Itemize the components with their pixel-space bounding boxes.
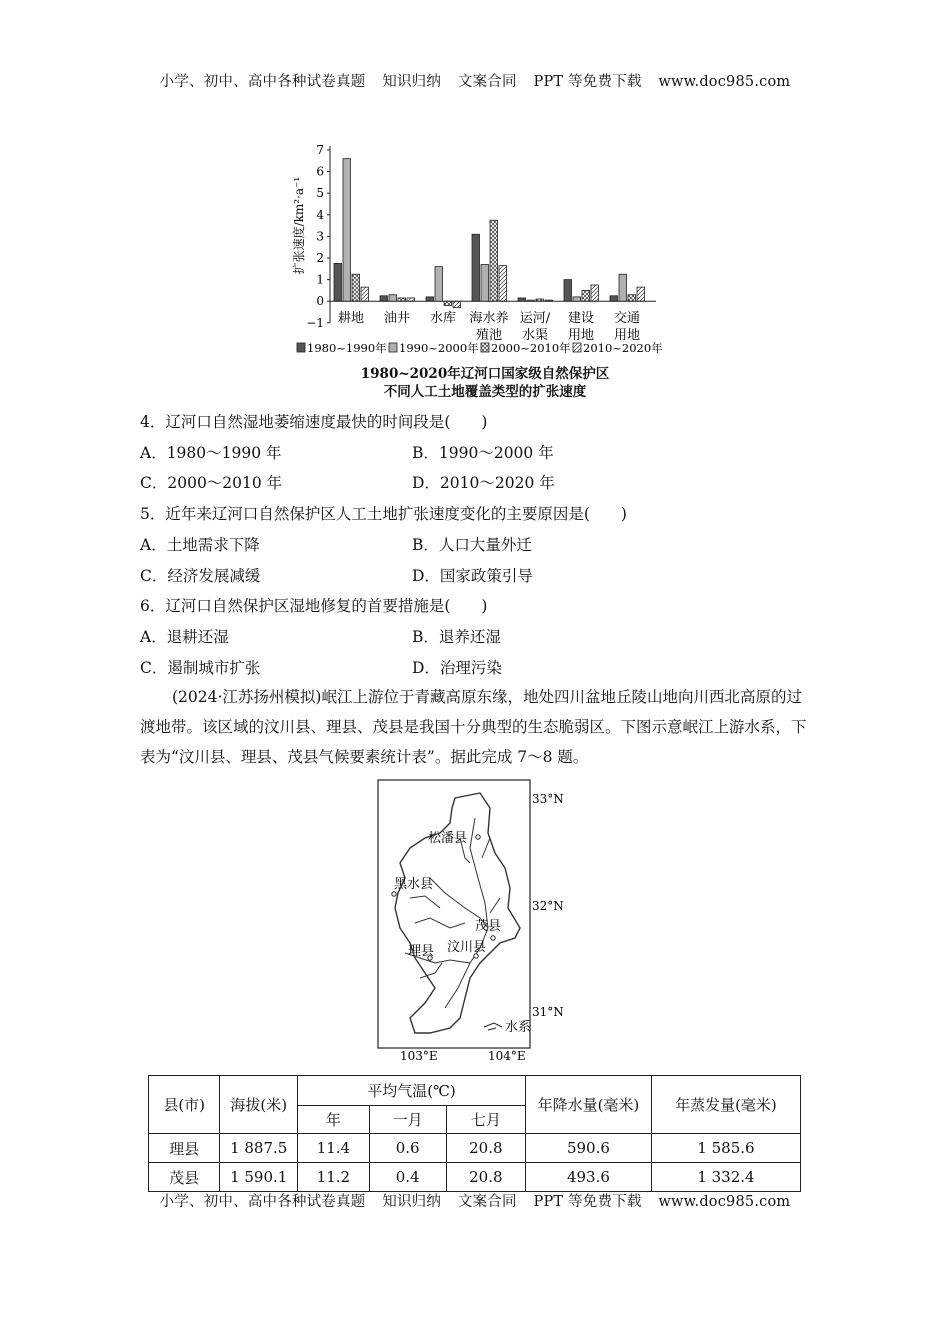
legend-swatch [297,343,305,352]
maoxian-marker [491,936,495,940]
bar [573,297,581,301]
option-c: C．遏制城市扩张 [140,659,261,677]
lon-103-label: 103°E [400,1049,438,1063]
col-county: 县(市) [149,1076,220,1134]
option-b: B．1990～2000 年 [412,444,554,462]
chart-title-line2: 不同人工土地覆盖类型的扩张速度 [383,384,587,400]
bar [398,298,406,301]
y-tick-label: 3 [316,229,324,244]
place-maoxian: 茂县 [475,919,502,934]
option-a: A．1980～1990 年 [140,444,282,462]
x-tick-label: 建设 [567,311,595,327]
place-heishui: 黑水县 [394,877,434,892]
bar [490,220,498,301]
y-tick-label: 0 [316,294,324,309]
passage: (2024·江苏扬州模拟)岷江上游位于青藏高原东缘，地处四川盆地丘陵山地向川西北高原的过渡地带。该区域的汶川县、理县、茂县是我国十分典型的生态脆弱区。下图示意岷江上游水系，下表为“汶川县、理县、茂县气候要素统计表”。据此完成 7～8 题。 [140,688,807,766]
legend-label: 2000~2010年 [491,341,571,355]
header-url: www.doc985.com [658,74,791,90]
bar [426,297,434,301]
legend-label: 1980~1990年 [307,341,387,355]
x-tick-label: 交通 [613,311,641,327]
option-d: D．2010～2020 年 [412,474,555,492]
cell: 1 332.4 [651,1163,800,1192]
footer-text: 小学、初中、高中各种试卷真题 [159,1194,366,1210]
x-tick-label: 运河/ [519,311,551,327]
place-wenchuan: 汶川县 [447,940,487,955]
bar [610,296,618,301]
bar [453,301,461,307]
lon-104-label: 104°E [488,1049,526,1063]
expansion-speed-chart [285,140,685,360]
cell: 11.4 [298,1134,370,1163]
legend-label: 2010~2020年 [583,341,663,355]
bar [545,300,553,301]
y-tick-label: 6 [316,164,324,179]
bar [637,287,645,301]
header-text: 小学、初中、高中各种试卷真题 [159,74,366,90]
footer-text: 知识归纳 [382,1194,442,1210]
cell: 0.4 [369,1163,446,1192]
heishui-marker [392,892,396,896]
table-row [149,1134,801,1163]
bar [481,264,489,301]
question-6: 6．辽河口自然保护区湿地修复的首要措施是( ) [140,597,488,615]
col-jul: 七月 [446,1106,525,1134]
x-tick-label: 水渠 [521,328,549,344]
cell: 11.2 [298,1163,370,1192]
header-text: PPT 等免费下载 [533,74,642,90]
bar [389,295,397,301]
bar [591,285,599,301]
bar [352,274,360,301]
col-evap: 年蒸发量(毫米) [651,1076,800,1134]
place-lixian: 理县 [408,944,435,959]
bar [444,301,452,305]
option-c: C．经济发展减缓 [140,567,261,585]
legend-swatch [481,343,489,352]
bar [619,274,627,301]
chart-title-line1: 1980~2020年辽河口国家级自然保护区 [360,366,610,382]
lat-32-label: 32°N [532,899,564,913]
cell: 1 590.1 [220,1163,298,1192]
map-legend: 水系 [505,1020,532,1035]
bar [407,298,415,301]
footer-text: 文案合同 [457,1194,517,1210]
bar [435,267,443,302]
bar [564,280,572,302]
page-footer [0,1190,950,1211]
option-b: B．人口大量外迁 [412,536,532,554]
col-temp: 平均气温(℃) [298,1076,526,1106]
y-tick-label: 2 [316,251,324,265]
cell: 1 887.5 [220,1134,298,1163]
x-tick-label: 殖池 [475,328,503,344]
bar [628,295,636,301]
option-d: D．国家政策引导 [412,567,533,585]
bar [472,234,480,301]
footer-url: www.doc985.com [658,1194,791,1210]
col-altitude: 海拔(米) [220,1076,298,1134]
y-tick-label: 5 [316,186,324,201]
bar [582,290,590,301]
table-row [149,1163,801,1192]
x-tick-label: 海水养 [469,311,509,327]
y-axis-label: 扩张速度/km²·a⁻¹ [292,176,306,275]
header-text: 文案合同 [457,74,517,90]
bar [334,263,342,301]
y-tick-label: 7 [316,143,324,157]
col-jan: 一月 [369,1106,446,1134]
y-tick-label: 4 [316,207,324,222]
minjiang-map [370,778,580,1068]
x-tick-label: 水库 [429,311,457,327]
col-precip: 年降水量(毫米) [525,1076,651,1134]
x-tick-label: 用地 [567,328,595,344]
cell: 493.6 [525,1163,651,1192]
cell: 20.8 [446,1134,525,1163]
page-header [0,70,950,91]
cell: 0.6 [369,1134,446,1163]
cell: 理县 [149,1134,220,1163]
option-a: A．土地需求下降 [140,536,260,554]
songpan-marker [476,835,480,839]
question-4: 4．辽河口自然湿地萎缩速度最快的时间段是( ) [140,413,488,431]
bar [518,298,526,301]
river-legend-icon [484,1023,502,1030]
cell: 茂县 [149,1163,220,1192]
y-tick-label: −1 [306,315,324,330]
bar [527,300,535,301]
bar [343,159,351,302]
legend-label: 1990~2000年 [399,341,479,355]
place-songpan: 松潘县 [428,831,468,846]
question-5: 5．近年来辽河口自然保护区人工土地扩张速度变化的主要原因是( ) [140,505,627,523]
option-a: A．退耕还湿 [140,628,229,646]
climate-table [148,1075,801,1192]
cell: 1 585.6 [651,1134,800,1163]
lat-31-label: 31°N [532,1005,564,1019]
x-tick-label: 用地 [613,328,641,344]
bar [380,296,388,301]
option-b: B．退养还湿 [412,628,501,646]
x-tick-label: 耕地 [337,311,365,327]
option-d: D．治理污染 [412,659,502,677]
x-tick-label: 油井 [383,311,411,327]
legend-swatch [389,343,397,352]
y-tick-label: 1 [316,272,324,287]
bar [536,299,544,301]
basin-boundary [395,793,520,1033]
legend-swatch [573,343,581,352]
cell: 20.8 [446,1163,525,1192]
cell: 590.6 [525,1134,651,1163]
footer-text: PPT 等免费下载 [533,1194,642,1210]
bar [499,266,507,302]
lat-33-label: 33°N [532,792,564,806]
option-c: C．2000～2010 年 [140,474,283,492]
bar [361,287,369,301]
col-year: 年 [298,1106,370,1134]
header-text: 知识归纳 [382,74,442,90]
